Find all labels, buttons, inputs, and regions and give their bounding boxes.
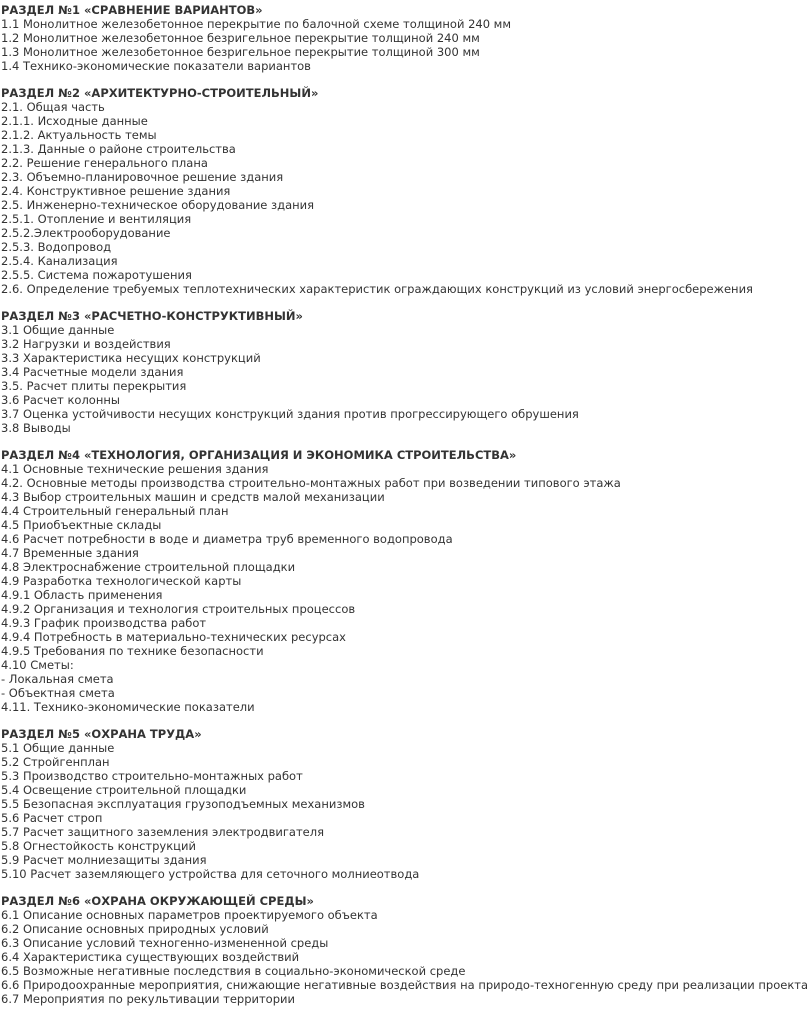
list-item: 5.8 Огнестойкость конструкций <box>1 839 196 853</box>
list-item: 4.9.2 Организация и технология строительных процессов <box>1 602 356 616</box>
list-item: 3.7 Оценка устойчивости несущих конструкций здания против прогрессирующего обрушения <box>1 407 579 421</box>
list-item: 6.6 Природоохранные мероприятия, снижающие негативные воздействия на природо-техногенную среду при реализации проекта <box>1 978 808 992</box>
section-2 <box>1 86 753 296</box>
list-item: 4.9.3 График производства работ <box>1 616 207 630</box>
list-item: 2.5.1. Отопление и вентиляция <box>1 212 192 226</box>
list-item: 4.4 Строительный генеральный план <box>1 504 229 518</box>
list-item: 2.5.5. Система пожаротушения <box>1 268 192 282</box>
list-item: 5.5 Безопасная эксплуатация грузоподъемных механизмов <box>1 797 365 811</box>
section-heading: РАЗДЕЛ №4 «ТЕХНОЛОГИЯ, ОРГАНИЗАЦИЯ И ЭКОНОМИКА СТРОИТЕЛЬСТВА» <box>1 448 517 462</box>
list-item: 5.9 Расчет молниезащиты здания <box>1 853 207 867</box>
list-item: 1.4 Технико-экономические показатели вариантов <box>1 59 311 73</box>
list-item: 4.1 Основные технические решения здания <box>1 462 269 476</box>
list-item: 1.3 Монолитное железобетонное безригельное перекрытие толщиной 300 мм <box>1 45 480 59</box>
list-item: 5.1 Общие данные <box>1 741 115 755</box>
section-heading: РАЗДЕЛ №5 «ОХРАНА ТРУДА» <box>1 727 202 741</box>
list-item: 4.11. Технико-экономические показатели <box>1 700 255 714</box>
list-item: 4.6 Расчет потребности в воде и диаметра труб временного водопровода <box>1 532 453 546</box>
list-item: 4.2. Основные методы производства строительно-монтажных работ при возведении типового этажа <box>1 476 621 490</box>
list-item: 2.4. Конструктивное решение здания <box>1 184 231 198</box>
section-heading: РАЗДЕЛ №6 «ОХРАНА ОКРУЖАЮЩЕЙ СРЕДЫ» <box>1 894 314 908</box>
list-item: 6.2 Описание основных природных условий <box>1 922 269 936</box>
list-item: 4.9.5 Требования по технике безопасности <box>1 644 264 658</box>
list-item: 2.5.4. Канализация <box>1 254 118 268</box>
list-item: 6.7 Мероприятия по рекультивации территории <box>1 992 295 1006</box>
list-item: 2.5. Инженерно-техническое оборудование здания <box>1 198 315 212</box>
list-item: 5.6 Расчет строп <box>1 811 103 825</box>
list-item: 6.3 Описание условий техногенно-измененной среды <box>1 936 329 950</box>
list-item: - Объектная смета <box>1 686 115 700</box>
list-item: 2.5.2.Электрооборудование <box>1 226 171 240</box>
list-item: - Локальная смета <box>1 672 114 686</box>
list-item: 4.8 Электроснабжение строительной площадки <box>1 560 296 574</box>
list-item: 6.1 Описание основных параметров проектируемого объекта <box>1 908 378 922</box>
list-item: 2.1.2. Актуальность темы <box>1 128 157 142</box>
list-item: 2.3. Объемно-планировочное решение здания <box>1 170 284 184</box>
list-item: 3.8 Выводы <box>1 421 71 435</box>
list-item: 5.2 Стройгенплан <box>1 755 110 769</box>
section-4 <box>1 448 700 714</box>
list-item: 4.3 Выбор строительных машин и средств малой механизации <box>1 490 385 504</box>
section-3 <box>1 309 700 435</box>
list-item: 3.6 Расчет колонны <box>1 393 120 407</box>
list-item: 2.1.3. Данные о районе строительства <box>1 142 236 156</box>
list-item: 3.5. Расчет плиты перекрытия <box>1 379 187 393</box>
list-item: 4.7 Временные здания <box>1 546 139 560</box>
list-item: 5.7 Расчет защитного заземления электродвигателя <box>1 825 324 839</box>
section-1 <box>1 3 700 73</box>
list-item: 1.1 Монолитное железобетонное перекрытие по балочной схеме толщиной 240 мм <box>1 17 512 31</box>
list-item: 5.10 Расчет заземляющего устройства для сеточного молниеотвода <box>1 867 420 881</box>
list-item: 4.5 Приобъектные склады <box>1 518 162 532</box>
list-item: 3.1 Общие данные <box>1 323 115 337</box>
list-item: 2.1.1. Исходные данные <box>1 114 148 128</box>
list-item: 3.2 Нагрузки и воздействия <box>1 337 171 351</box>
section-heading: РАЗДЕЛ №3 «РАСЧЕТНО-КОНСТРУКТИВНЫЙ» <box>1 309 303 323</box>
list-item: 4.10 Сметы: <box>1 658 74 672</box>
section-5 <box>1 727 700 881</box>
list-item: 4.9 Разработка технологической карты <box>1 574 242 588</box>
section-heading: РАЗДЕЛ №2 «АРХИТЕКТУРНО-СТРОИТЕЛЬНЫЙ» <box>1 86 319 100</box>
list-item: 4.9.4 Потребность в материально-технических ресурсах <box>1 630 346 644</box>
section-6 <box>1 894 808 1006</box>
list-item: 4.9.1 Область применения <box>1 588 163 602</box>
list-item: 3.3 Характеристика несущих конструкций <box>1 351 261 365</box>
list-item: 2.5.3. Водопровод <box>1 240 112 254</box>
list-item: 2.2. Решение генерального плана <box>1 156 208 170</box>
list-item: 2.6. Определение требуемых теплотехнических характеристик ограждающих конструкций из условий энергосбережения <box>1 282 753 296</box>
list-item: 2.1. Общая часть <box>1 100 105 114</box>
section-heading: РАЗДЕЛ №1 «СРАВНЕНИЕ ВАРИАНТОВ» <box>1 3 263 17</box>
list-item: 3.4 Расчетные модели здания <box>1 365 184 379</box>
list-item: 1.2 Монолитное железобетонное безригельное перекрытие толщиной 240 мм <box>1 31 480 45</box>
list-item: 6.4 Характеристика существующих воздействий <box>1 950 300 964</box>
list-item: 5.4 Освещение строительной площадки <box>1 783 247 797</box>
list-item: 5.3 Производство строительно-монтажных работ <box>1 769 303 783</box>
list-item: 6.5 Возможные негативные последствия в социально-экономической среде <box>1 964 466 978</box>
